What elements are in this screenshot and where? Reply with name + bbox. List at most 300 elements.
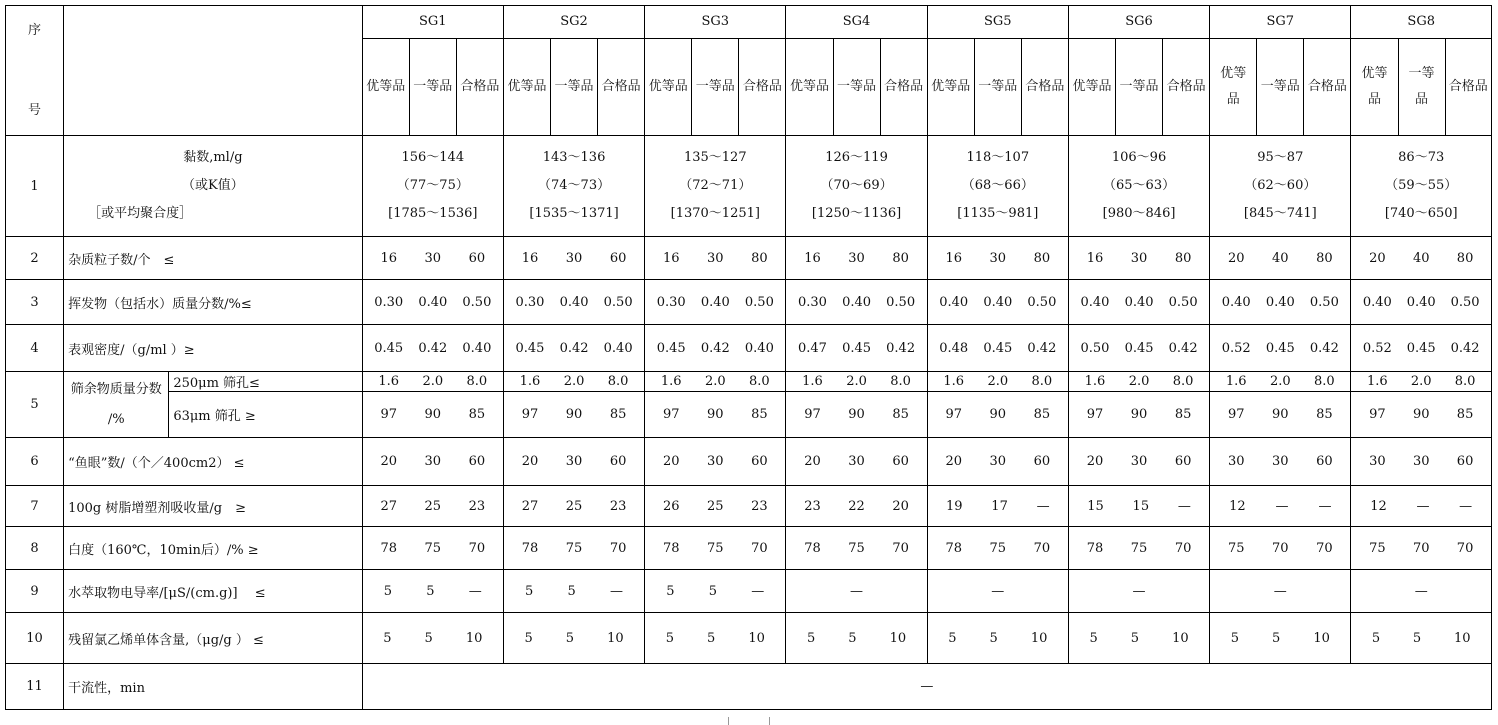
value-line: [1535～1371] xyxy=(529,206,619,221)
value-triple xyxy=(504,407,644,422)
level-header xyxy=(1398,39,1445,136)
value-text: 1.6 xyxy=(1367,374,1388,389)
level-label: 优等 品 xyxy=(1220,66,1247,107)
value-text: 30 xyxy=(707,250,724,266)
row-label xyxy=(64,438,363,486)
row-seq: 7 xyxy=(6,486,64,527)
value-text: 60 xyxy=(468,250,486,266)
value-triple xyxy=(786,374,926,389)
label-line: 黏数,ml/g xyxy=(183,150,243,165)
value-text: 5 xyxy=(806,630,816,646)
value-triple xyxy=(786,541,926,556)
value-line: 106～96 xyxy=(1111,150,1167,165)
value-triple xyxy=(1210,374,1350,389)
value-text: 0.47 xyxy=(797,340,827,356)
value-text: 20 xyxy=(521,454,539,469)
level-header xyxy=(409,39,456,136)
value-line: 156～144 xyxy=(401,150,465,165)
value-group xyxy=(503,280,644,325)
value-group xyxy=(927,372,1068,392)
value-text: 2.0 xyxy=(563,374,585,389)
value-group xyxy=(927,237,1068,280)
value-triple xyxy=(1351,631,1491,646)
value-text: 90 xyxy=(1130,407,1148,422)
value-group xyxy=(1068,570,1209,613)
value-text: 70 xyxy=(468,540,486,556)
value-group xyxy=(362,392,503,438)
value-text: 8.0 xyxy=(1031,374,1053,389)
value-line: （62～60） xyxy=(1244,178,1317,193)
value-text: 10 xyxy=(1313,630,1330,646)
value-text: 1.6 xyxy=(943,374,965,389)
value-text: 2.0 xyxy=(422,374,444,389)
value-group xyxy=(1210,280,1351,325)
viscosity-value xyxy=(645,136,786,237)
value-group xyxy=(927,486,1068,527)
value-group xyxy=(362,570,503,613)
row-label xyxy=(64,570,363,613)
value-group xyxy=(927,392,1068,438)
value-text: 8.0 xyxy=(1454,374,1476,389)
value-text: 5 xyxy=(383,583,393,599)
value-text: 60 xyxy=(1174,454,1192,469)
value-triple xyxy=(1069,499,1209,514)
value-text: 0.40 xyxy=(939,294,969,310)
value-triple xyxy=(645,251,785,266)
value-group xyxy=(1068,372,1209,392)
value-group xyxy=(1068,486,1209,527)
viscosity-value xyxy=(1068,136,1209,237)
value-text: 20 xyxy=(804,454,821,469)
value-text: 1.6 xyxy=(802,374,823,389)
value-text: 30 xyxy=(424,250,442,266)
value-group xyxy=(645,372,786,392)
value-text: 10 xyxy=(889,630,907,646)
value-triple xyxy=(1210,454,1350,469)
value-text: 97 xyxy=(521,407,539,422)
value-text: 15 xyxy=(1132,498,1150,514)
value-text: 30 xyxy=(848,454,865,469)
level-label: 合格品 xyxy=(1166,79,1206,94)
value-triple xyxy=(1069,341,1209,356)
value-group xyxy=(1351,392,1492,438)
value-text: 0.50 xyxy=(462,294,492,310)
row-seq: 10 xyxy=(6,613,64,664)
value-line: （59～55） xyxy=(1385,178,1458,193)
row-label xyxy=(64,280,363,325)
value-group xyxy=(1068,527,1209,570)
level-label: 优等 品 xyxy=(1361,66,1388,107)
value-text: 85 xyxy=(751,407,768,422)
value-text: 0.50 xyxy=(603,294,633,310)
value-text: 5 xyxy=(708,583,718,599)
value-triple xyxy=(786,499,926,514)
value-text: 0.42 xyxy=(559,340,589,356)
level-header xyxy=(551,39,598,136)
value-line: [740～650] xyxy=(1384,206,1458,221)
pvc-spec-table xyxy=(5,5,1492,710)
value-triple xyxy=(786,251,926,266)
value-triple xyxy=(363,251,503,266)
value-triple xyxy=(1069,454,1209,469)
level-label: 合格品 xyxy=(742,79,782,94)
value-text: 0.45 xyxy=(1124,340,1154,356)
value-group xyxy=(786,527,927,570)
value-triple xyxy=(928,584,1068,599)
row-label xyxy=(64,486,363,527)
value-text: 0.30 xyxy=(797,294,827,310)
value-group xyxy=(786,486,927,527)
value-text: 23 xyxy=(609,498,627,514)
value-triple xyxy=(1210,407,1350,422)
value-text: — xyxy=(1132,583,1146,599)
value-text: 16 xyxy=(945,250,962,266)
value-group xyxy=(1351,527,1492,570)
value-triple xyxy=(504,541,644,556)
flowability-value: — xyxy=(362,664,1491,710)
value-text: 5 xyxy=(1412,630,1422,646)
row-label xyxy=(64,613,363,664)
value-group xyxy=(1210,325,1351,372)
value-text: 60 xyxy=(468,454,486,469)
value-triple xyxy=(1210,295,1350,310)
value-line: 95～87 xyxy=(1257,150,1304,165)
value-text: 78 xyxy=(804,540,821,556)
grade-header-sg8: SG8 xyxy=(1351,6,1492,39)
value-text: 80 xyxy=(1033,250,1051,266)
value-line: 135～127 xyxy=(683,150,747,165)
value-text: 26 xyxy=(662,498,680,514)
value-group xyxy=(1210,392,1351,438)
level-header xyxy=(1021,39,1068,136)
level-header xyxy=(786,39,833,136)
value-group xyxy=(645,237,786,280)
value-text: 8.0 xyxy=(607,374,629,389)
item-header xyxy=(64,6,363,136)
value-group xyxy=(1351,613,1492,664)
value-triple xyxy=(645,374,785,389)
value-triple xyxy=(1210,584,1350,599)
value-text: — xyxy=(1318,498,1332,514)
value-triple xyxy=(504,341,644,356)
value-text: 30 xyxy=(1130,250,1148,266)
value-text: 75 xyxy=(1369,540,1386,556)
level-label: 优等品 xyxy=(507,79,547,94)
value-group xyxy=(1210,570,1351,613)
value-text: 60 xyxy=(1456,454,1474,469)
value-text: 5 xyxy=(1230,630,1239,646)
value-triple xyxy=(504,584,644,599)
label-text: 残留氯乙烯单体含量,（μg/g ） ≤ xyxy=(68,632,264,648)
value-text: 0.40 xyxy=(1406,294,1436,310)
value-text: — xyxy=(751,583,765,599)
value-group xyxy=(1351,570,1492,613)
value-text: 30 xyxy=(565,454,583,469)
value-text: 90 xyxy=(707,407,724,422)
row-label-sub xyxy=(169,372,362,392)
value-group xyxy=(503,570,644,613)
value-text: 2.0 xyxy=(1128,374,1150,389)
value-text: 75 xyxy=(848,540,865,556)
value-text: 0.52 xyxy=(1362,340,1392,356)
level-header xyxy=(1304,39,1351,136)
value-text: 97 xyxy=(1086,407,1104,422)
value-text: 70 xyxy=(1272,540,1289,556)
value-text: 0.50 xyxy=(1080,340,1110,356)
level-header xyxy=(362,39,409,136)
value-text: 5 xyxy=(707,630,716,646)
table-row xyxy=(6,438,1492,486)
value-triple xyxy=(1351,374,1491,389)
value-triple xyxy=(363,295,503,310)
level-label: 优等品 xyxy=(648,79,688,94)
row-seq: 2 xyxy=(6,237,64,280)
value-group xyxy=(1068,280,1209,325)
value-group xyxy=(1351,237,1492,280)
value-text: 8.0 xyxy=(749,374,770,389)
level-header xyxy=(645,39,692,136)
value-text: 1.6 xyxy=(519,374,541,389)
value-triple xyxy=(928,341,1068,356)
level-label: 优等品 xyxy=(789,79,829,94)
value-text: — xyxy=(1036,498,1050,514)
level-label: 一等品 xyxy=(554,79,594,94)
value-group xyxy=(503,486,644,527)
value-text: 0.42 xyxy=(886,340,916,356)
value-triple xyxy=(1351,541,1491,556)
value-triple xyxy=(363,499,503,514)
level-header xyxy=(974,39,1021,136)
value-text: 5 xyxy=(1371,630,1381,646)
value-triple xyxy=(1351,454,1491,469)
value-group xyxy=(503,372,644,392)
value-triple xyxy=(786,631,926,646)
value-text: 0.50 xyxy=(1450,294,1480,310)
value-text: 75 xyxy=(1227,540,1245,556)
level-label: 一等品 xyxy=(978,79,1018,94)
value-text: 70 xyxy=(892,540,909,556)
value-text: 17 xyxy=(991,498,1008,514)
value-triple xyxy=(363,631,503,646)
value-triple xyxy=(363,541,503,556)
level-label: 优等品 xyxy=(1072,79,1112,94)
value-group xyxy=(927,527,1068,570)
value-triple xyxy=(645,631,785,646)
level-label: 优等品 xyxy=(366,79,406,94)
value-text: 20 xyxy=(1227,250,1245,266)
value-text: 12 xyxy=(1370,498,1387,514)
value-triple xyxy=(1069,374,1209,389)
value-text: — xyxy=(991,583,1005,599)
value-text: 78 xyxy=(945,540,962,556)
value-text: 22 xyxy=(848,498,865,514)
level-label: 合格品 xyxy=(601,79,641,94)
value-triple xyxy=(1069,584,1209,599)
value-text: 0.30 xyxy=(374,294,404,310)
value-text: 10 xyxy=(607,630,624,646)
value-text: 0.40 xyxy=(1080,294,1110,310)
value-line: （72～71） xyxy=(679,178,752,193)
seq-header-bottom: 号 xyxy=(28,102,42,118)
value-text: 27 xyxy=(380,498,397,514)
value-text: 1.6 xyxy=(1225,374,1247,389)
value-group xyxy=(786,280,927,325)
level-label: 合格品 xyxy=(884,79,924,94)
value-triple xyxy=(928,541,1068,556)
table-row xyxy=(6,237,1492,280)
value-text: 5 xyxy=(525,583,534,599)
label-text: 挥发物（包括水）质量分数/%≤ xyxy=(68,296,252,312)
value-triple xyxy=(928,374,1068,389)
label-line: /% xyxy=(107,411,125,427)
value-group xyxy=(1210,486,1351,527)
value-text: 5 xyxy=(666,583,675,599)
level-header xyxy=(880,39,927,136)
level-label: 合格品 xyxy=(1448,79,1488,94)
value-triple xyxy=(1210,541,1350,556)
table-row xyxy=(6,486,1492,527)
value-text: 0.45 xyxy=(374,340,404,356)
value-text: 5 xyxy=(567,583,576,599)
value-text: 0.40 xyxy=(1362,294,1392,310)
value-group xyxy=(503,527,644,570)
value-text: 23 xyxy=(751,498,768,514)
value-text: 75 xyxy=(565,540,583,556)
value-text: 80 xyxy=(751,250,768,266)
value-text: 0.50 xyxy=(744,294,774,310)
label-text: 250μm 筛孔≤ xyxy=(173,376,260,391)
value-text: 10 xyxy=(748,630,765,646)
value-text: 19 xyxy=(946,498,963,514)
value-triple xyxy=(645,584,785,599)
value-text: 0.42 xyxy=(418,340,448,356)
value-line: （74～73） xyxy=(538,178,611,193)
value-text: — xyxy=(610,583,624,599)
value-text: 70 xyxy=(1033,540,1051,556)
value-group xyxy=(786,438,927,486)
table-row xyxy=(6,392,1492,438)
label-text: 表观密度/（g/ml ）≥ xyxy=(68,342,195,358)
value-group xyxy=(645,438,786,486)
value-triple xyxy=(1351,341,1491,356)
value-text: 0.45 xyxy=(656,340,686,356)
value-line: 126～119 xyxy=(825,150,888,165)
value-text: 30 xyxy=(565,250,583,266)
page-edge-mark xyxy=(728,717,770,725)
level-header xyxy=(739,39,786,136)
value-text: 30 xyxy=(1272,454,1289,469)
table-row xyxy=(6,372,1492,392)
value-group xyxy=(362,527,503,570)
value-triple xyxy=(1351,584,1491,599)
value-triple xyxy=(786,454,926,469)
value-text: 0.40 xyxy=(983,294,1013,310)
row-seq: 1 xyxy=(6,136,64,237)
row-label xyxy=(64,527,363,570)
value-text: 30 xyxy=(707,454,724,469)
value-triple xyxy=(786,407,926,422)
value-text: 30 xyxy=(1412,454,1430,469)
table-row xyxy=(6,664,1492,710)
value-text: 0.42 xyxy=(1309,340,1339,356)
label-line: （或K值） xyxy=(182,178,244,193)
value-text: 25 xyxy=(565,498,583,514)
value-group xyxy=(503,438,644,486)
value-text: 70 xyxy=(1174,540,1192,556)
value-group xyxy=(786,237,927,280)
value-text: 30 xyxy=(848,250,865,266)
value-triple xyxy=(928,295,1068,310)
level-header xyxy=(598,39,645,136)
value-text: — xyxy=(1416,498,1430,514)
value-line: （70～69） xyxy=(820,178,893,193)
grade-header-sg5: SG5 xyxy=(927,6,1068,39)
value-triple xyxy=(928,499,1068,514)
value-group xyxy=(1351,438,1492,486)
value-text: 30 xyxy=(989,250,1007,266)
value-text: 0.45 xyxy=(983,340,1013,356)
value-group xyxy=(362,237,503,280)
seq-header-top: 序 xyxy=(28,22,42,38)
value-text: 20 xyxy=(1369,250,1386,266)
value-text: 25 xyxy=(424,498,442,514)
value-text: 75 xyxy=(707,540,724,556)
value-text: 2.0 xyxy=(1269,374,1291,389)
value-text: 5 xyxy=(948,630,957,646)
value-text: 0.40 xyxy=(418,294,448,310)
value-text: 0.52 xyxy=(1221,340,1251,356)
value-text: 1.6 xyxy=(660,374,682,389)
value-triple xyxy=(504,454,644,469)
value-text: 0.45 xyxy=(1406,340,1436,356)
value-group xyxy=(927,570,1068,613)
table-row xyxy=(6,527,1492,570)
value-text: 60 xyxy=(751,454,768,469)
value-text: 90 xyxy=(1412,407,1430,422)
value-line: （68～66） xyxy=(961,178,1034,193)
value-text: 80 xyxy=(1316,250,1333,266)
value-text: 23 xyxy=(468,498,486,514)
value-text: 60 xyxy=(609,454,627,469)
value-text: 90 xyxy=(424,407,442,422)
value-triple xyxy=(928,251,1068,266)
value-text: 97 xyxy=(1369,407,1386,422)
level-header xyxy=(1445,39,1491,136)
value-group xyxy=(645,325,786,372)
value-triple xyxy=(363,374,503,389)
value-text: 16 xyxy=(521,250,539,266)
value-text: 78 xyxy=(662,540,680,556)
value-text: 0.40 xyxy=(1124,294,1154,310)
value-text: 8.0 xyxy=(466,374,488,389)
value-triple xyxy=(363,341,503,356)
level-header xyxy=(833,39,880,136)
value-text: 0.30 xyxy=(656,294,686,310)
value-text: 5 xyxy=(426,583,435,599)
value-line: [1250～1136] xyxy=(811,206,902,221)
label-text: 白度（160℃，10min后）/% ≥ xyxy=(68,542,259,558)
grade-header-sg6: SG6 xyxy=(1068,6,1209,39)
value-group xyxy=(362,438,503,486)
value-group xyxy=(645,570,786,613)
row-label-main xyxy=(64,372,169,438)
value-text: 85 xyxy=(892,407,909,422)
value-triple xyxy=(363,407,503,422)
value-group xyxy=(1210,613,1351,664)
grade-header-sg7: SG7 xyxy=(1210,6,1351,39)
value-group xyxy=(1351,280,1492,325)
value-group xyxy=(1068,237,1209,280)
